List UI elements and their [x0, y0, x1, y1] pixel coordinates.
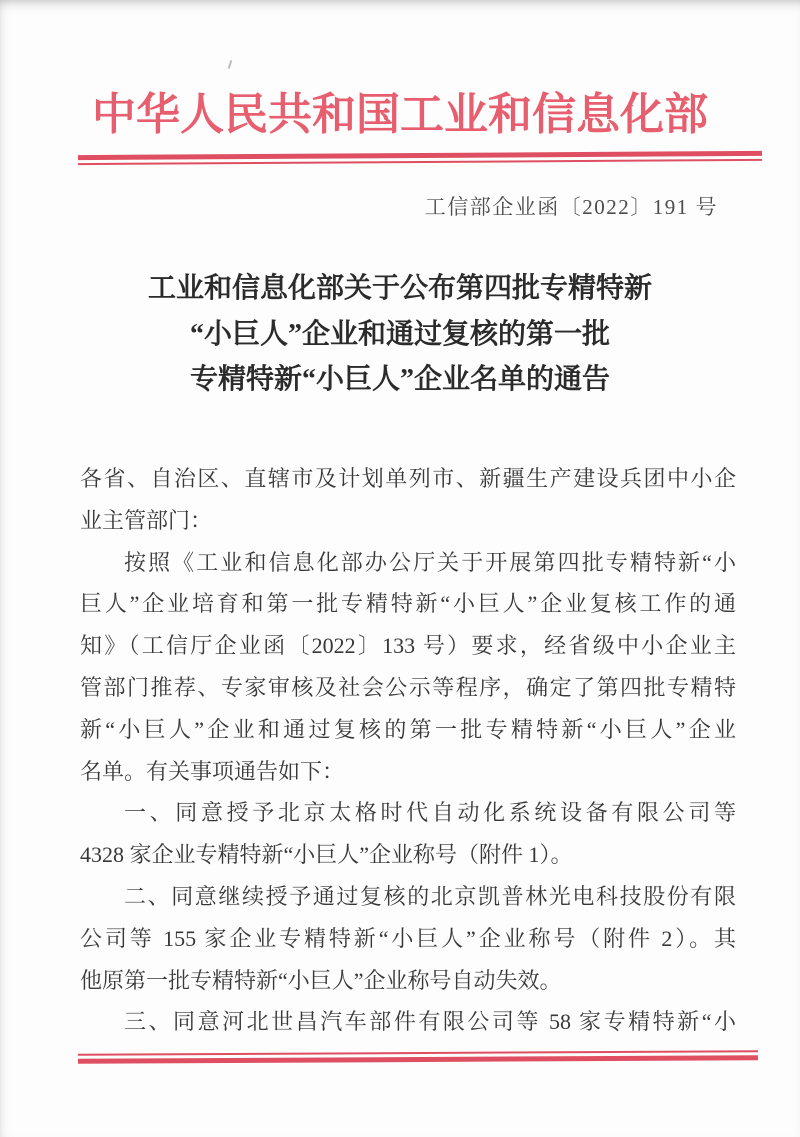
document-number: 工信部企业函〔2022〕191 号 — [424, 195, 718, 219]
notice-title-line: 工业和信息化部关于公布第四批专精特新 — [147, 273, 652, 304]
body-line: 各省、自治区、直辖市及计划单列市、新疆生产建设兵团中小企 — [80, 466, 736, 491]
body-line: 公司等 155 家企业专精特新“小巨人”企业称号（附件 2）。其 — [80, 925, 736, 951]
body-line: 管部门推荐、专家审核及社会公示等程序，确定了第四批专精特 — [80, 674, 736, 700]
body-line: 4328 家企业专精特新“小巨人”企业称号（附件 1）。 — [80, 842, 573, 868]
body-line: 巨人”企业培育和第一批专精特新“小巨人”企业复核工作的通 — [80, 591, 736, 617]
body-line: 一、同意授予北京太格时代自动化系统设备有限公司等 — [124, 800, 736, 826]
body-line: 他原第一批专精特新“小巨人”企业称号自动失效。 — [80, 967, 562, 993]
body-line: 按照《工业和信息化部办公厅关于开展第四批专精特新“小 — [124, 549, 736, 575]
body-line: 名单。有关事项通告如下： — [80, 758, 345, 784]
scan-artifact — [228, 60, 233, 69]
notice-title — [0, 266, 800, 403]
letterhead-rule — [78, 151, 762, 165]
body-line: 知》（工信厅企业函〔2022〕133 号）要求，经省级中小企业主 — [80, 633, 736, 659]
body-text — [80, 458, 736, 1043]
footer-rule — [78, 1050, 758, 1064]
notice-title-line: “小巨人”企业和通过复核的第一批 — [189, 318, 610, 350]
body-line: 二、同意继续授予通过复核的北京凯普林光电科技股份有限 — [124, 883, 736, 909]
body-line: 三、同意河北世昌汽车部件有限公司等 58 家专精特新“小 — [124, 1009, 736, 1035]
body-line: 业主管部门： — [80, 507, 213, 533]
letterhead-agency-title: 中华人民共和国工业和信息化部 — [92, 90, 708, 139]
notice-title-line: 专精特新“小巨人”企业名单的通告 — [189, 364, 610, 395]
body-line: 新“小巨人”企业和通过复核的第一批专精特新“小巨人”企业 — [80, 716, 736, 742]
